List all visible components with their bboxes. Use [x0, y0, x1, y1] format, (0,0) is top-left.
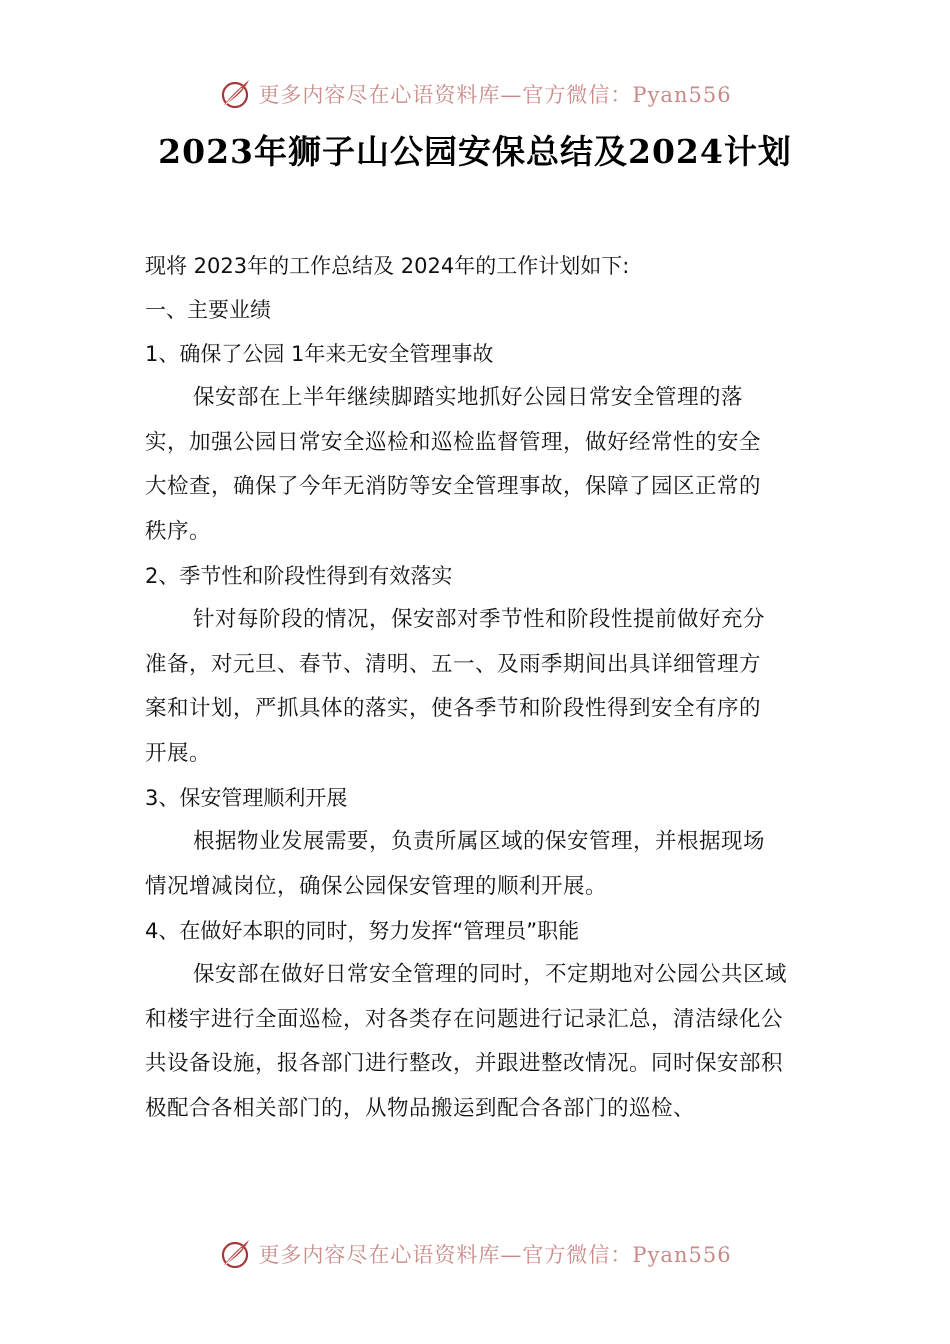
paragraph-line: 秩序。	[145, 518, 212, 544]
paragraph-line: 和楼宇进行全面巡检，对各类存在问题进行记录汇总，清洁绿化公	[145, 1006, 784, 1032]
paragraph-line: 共设备设施，报各部门进行整改，并跟进整改情况。同时保安部积	[145, 1051, 784, 1076]
paragraph-line: 保安部在上半年继续脚踏实地抓好公园日常安全管理的落	[193, 385, 744, 410]
intro-line: 现将 2023年的工作总结及 2024年的工作计划如下:	[145, 254, 630, 278]
document-title: 2023年狮子山公园安保总结及2024计划	[158, 132, 792, 171]
paragraph-line: 大检查，确保了今年无消防等安全管理事故，保障了园区正常的	[145, 474, 762, 499]
item-paragraph-4	[145, 953, 825, 1131]
paragraph-line: 实，加强公园日常安全巡检和巡检监督管理，做好经常性的安全	[145, 429, 762, 455]
watermark-text: 更多内容尽在心语资料库—官方微信：Pyan556	[258, 83, 732, 107]
item-paragraph-1	[145, 376, 825, 554]
quill-logo-icon	[218, 1237, 252, 1271]
item-heading-1: 1、确保了公园 1年来无安全管理事故	[145, 342, 494, 366]
paragraph-line: 极配合各相关部门的，从物品搬运到配合各部门的巡检、	[145, 1095, 696, 1121]
quill-logo-icon	[218, 77, 252, 111]
item-heading-3: 3、保安管理顺利开展	[145, 786, 348, 810]
item-heading-4: 4、在做好本职的同时，努力发挥“管理员”职能	[145, 919, 580, 943]
watermark-footer	[0, 1234, 950, 1274]
paragraph-line: 根据物业发展需要，负责所属区域的保安管理，并根据现场	[193, 829, 766, 854]
paragraph-line: 情况增减岗位，确保公园保安管理的顺利开展。	[145, 873, 608, 899]
document-body	[145, 244, 825, 1131]
paragraph-line: 保安部在做好日常安全管理的同时，不定期地对公园公共区域	[193, 962, 788, 987]
item-paragraph-3	[145, 820, 825, 909]
paragraph-line: 开展。	[145, 740, 212, 766]
item-paragraph-2	[145, 598, 825, 776]
watermark-text: 更多内容尽在心语资料库—官方微信：Pyan556	[258, 1243, 732, 1267]
paragraph-line: 案和计划，严抓具体的落实，使各季节和阶段性得到安全有序的	[145, 696, 762, 721]
item-heading-2: 2、季节性和阶段性得到有效落实	[145, 564, 453, 588]
paragraph-line: 针对每阶段的情况，保安部对季节性和阶段性提前做好充分	[193, 607, 766, 632]
paragraph-line: 准备，对元旦、春节、清明、五一、及雨季期间出具详细管理方	[145, 651, 762, 677]
section-heading: 一、主要业绩	[145, 298, 271, 322]
watermark-header	[0, 74, 950, 114]
